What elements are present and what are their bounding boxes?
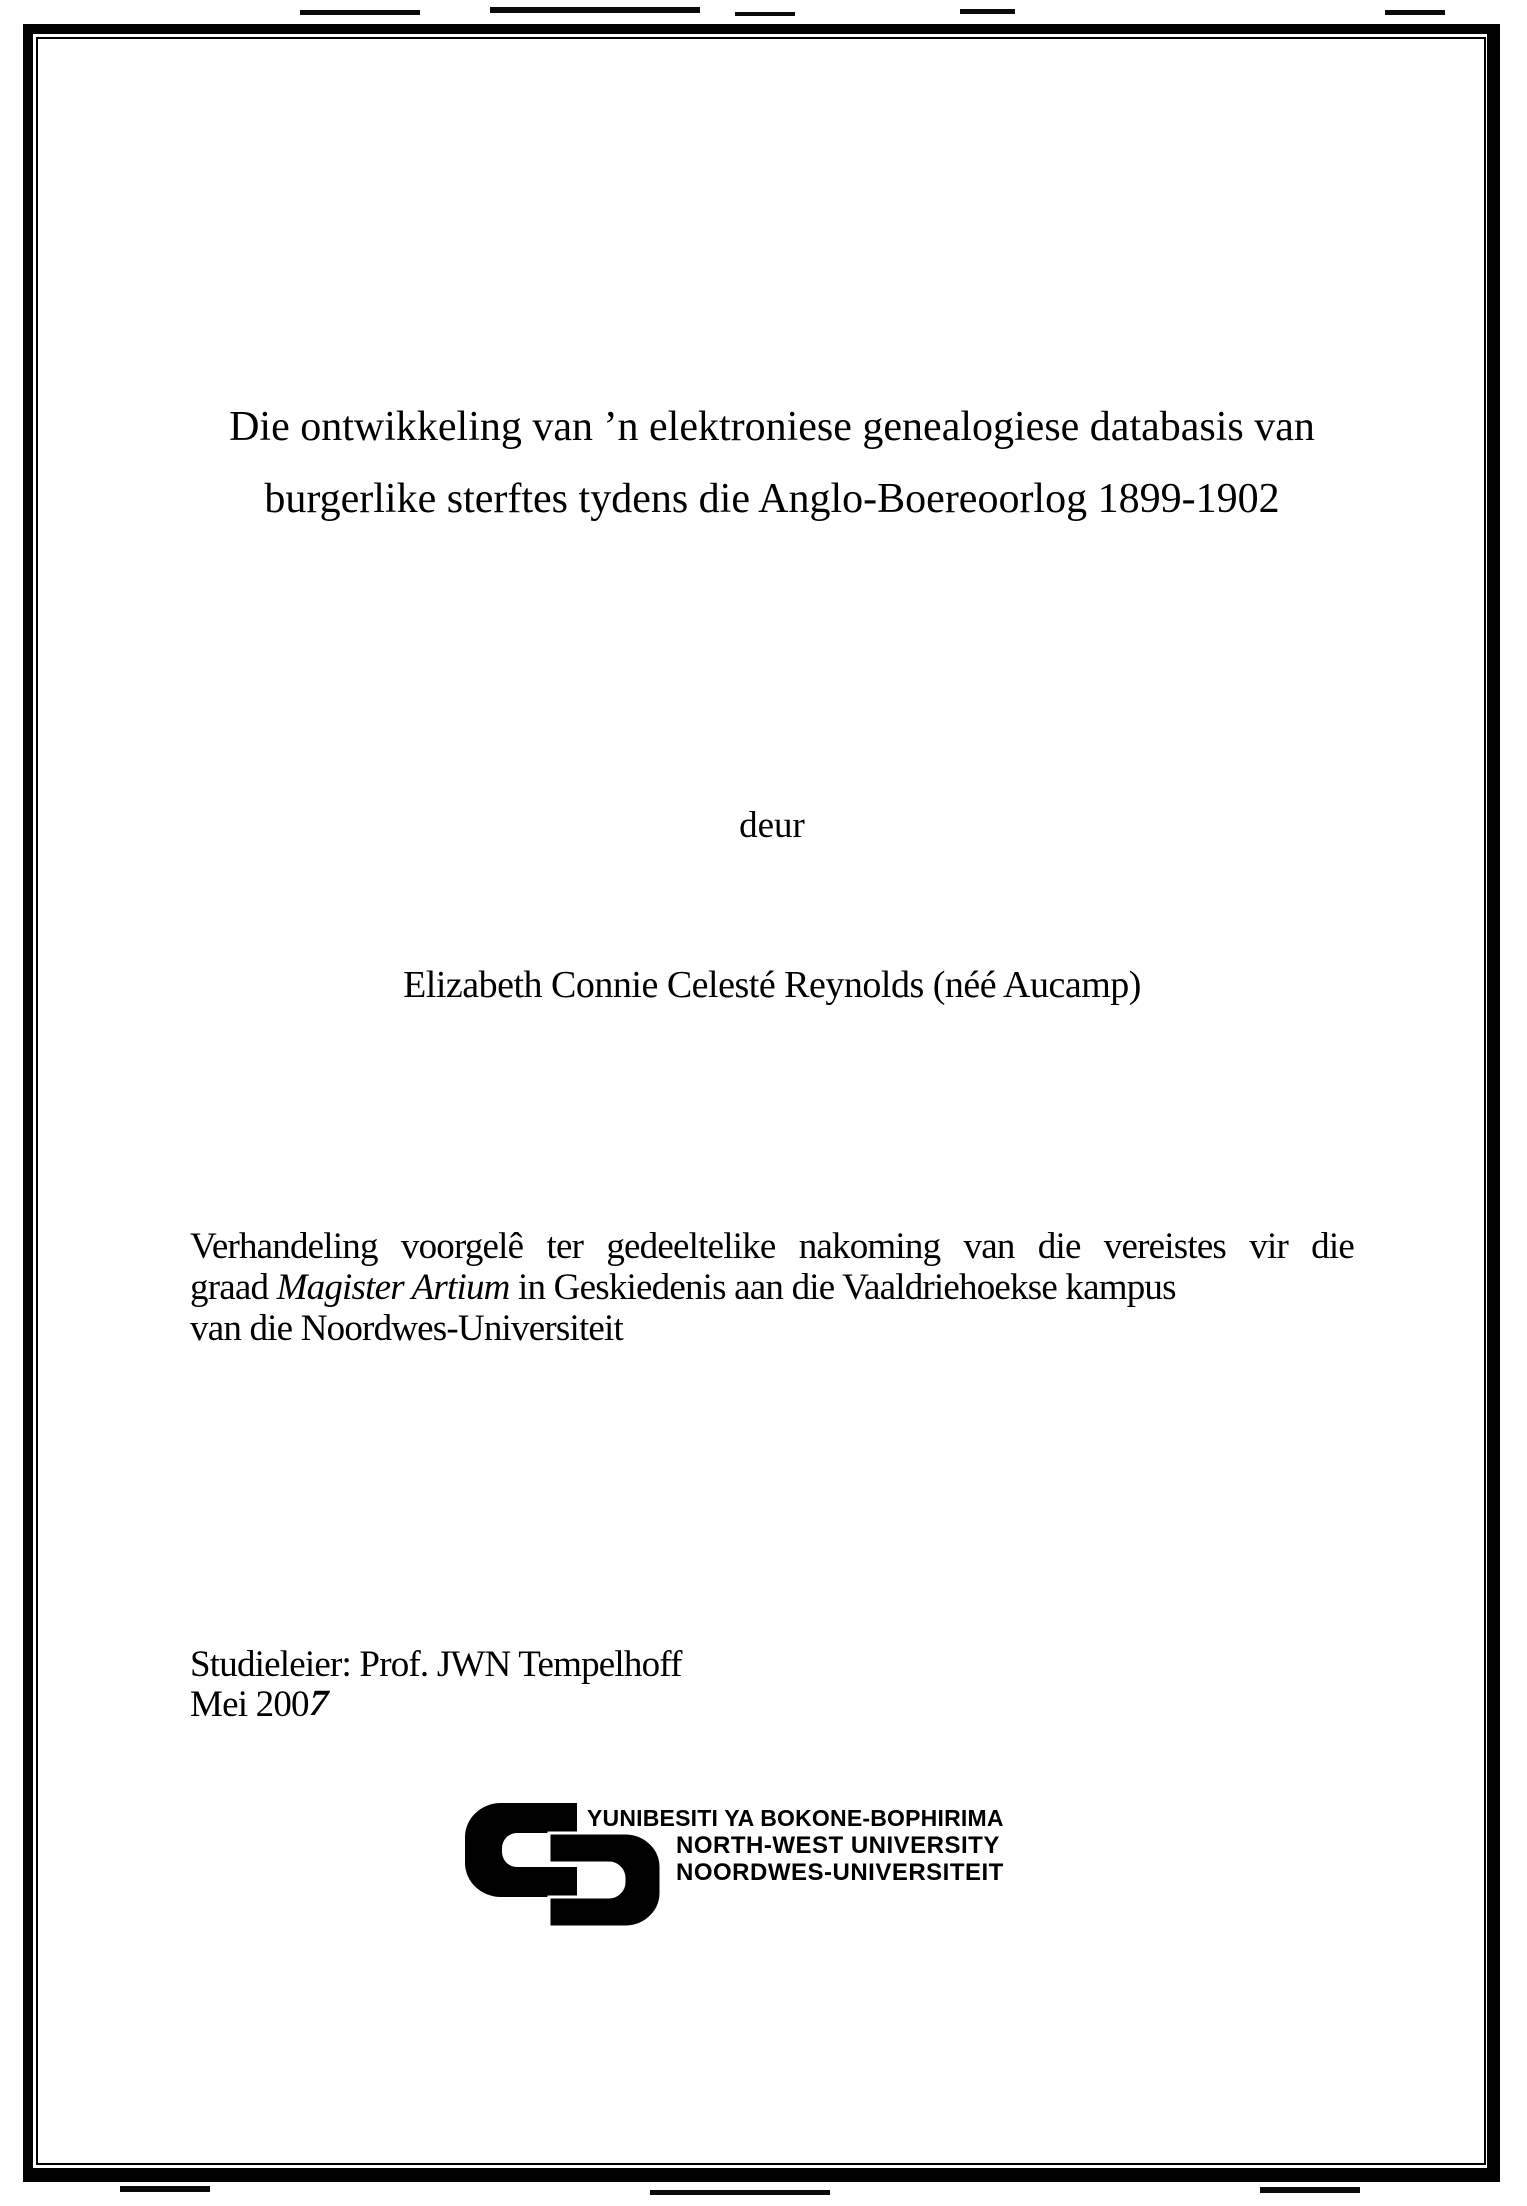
- logo-name-setswana: YUNIBESITI YA BOKONE-BOPHIRIMA: [587, 1805, 1004, 1831]
- scan-artifact: [1260, 2187, 1360, 2193]
- logo-name-english: NORTH-WEST UNIVERSITY: [676, 1832, 1000, 1859]
- byline-label: deur: [739, 805, 805, 846]
- scan-artifact: [960, 9, 1015, 14]
- scan-artifact: [490, 7, 700, 13]
- supervisor-line: Studieleier: Prof. JWN Tempelhoff: [190, 1644, 682, 1685]
- scan-artifact: [120, 2186, 210, 2192]
- thesis-title-line1: Die ontwikkeling van ’n elektroniese genealogiese databasis van: [229, 404, 1315, 450]
- degree-name: Magister Artium: [276, 1267, 510, 1308]
- thesis-statement: [190, 1226, 1354, 1349]
- thesis-title-line2: burgerlike sterftes tydens die Anglo-Boereoorlog 1899-1902: [264, 476, 1280, 522]
- thesis-title: [190, 391, 1354, 535]
- scan-artifact: [1385, 10, 1445, 15]
- date-line: [190, 1685, 1354, 1725]
- date-last-digit: 7: [304, 1683, 332, 1724]
- scan-artifact: [735, 12, 795, 16]
- author-name: Elizabeth Connie Celesté Reynolds (néé Aucamp): [403, 964, 1141, 1006]
- university-logo: [463, 1802, 1123, 1942]
- university-logo-text: [587, 1805, 1004, 1886]
- supervisor-block: [190, 1645, 1354, 1725]
- date-prefix: Mei 200: [190, 1684, 309, 1725]
- statement-line1: Verhandeling voorgelê ter gedeeltelike nakoming van die vereistes vir die: [190, 1226, 1354, 1267]
- statement-line2-post: in Geskiedenis aan die Vaaldriehoekse kampus: [509, 1267, 1176, 1308]
- statement-line3: van die Noordwes-Universiteit: [190, 1308, 624, 1349]
- statement-line2: [190, 1267, 1354, 1308]
- scan-artifact: [300, 10, 420, 15]
- statement-line2-pre: graad: [190, 1267, 277, 1308]
- logo-name-afrikaans: NOORDWES-UNIVERSITEIT: [676, 1859, 1004, 1886]
- scan-artifact: [650, 2190, 830, 2195]
